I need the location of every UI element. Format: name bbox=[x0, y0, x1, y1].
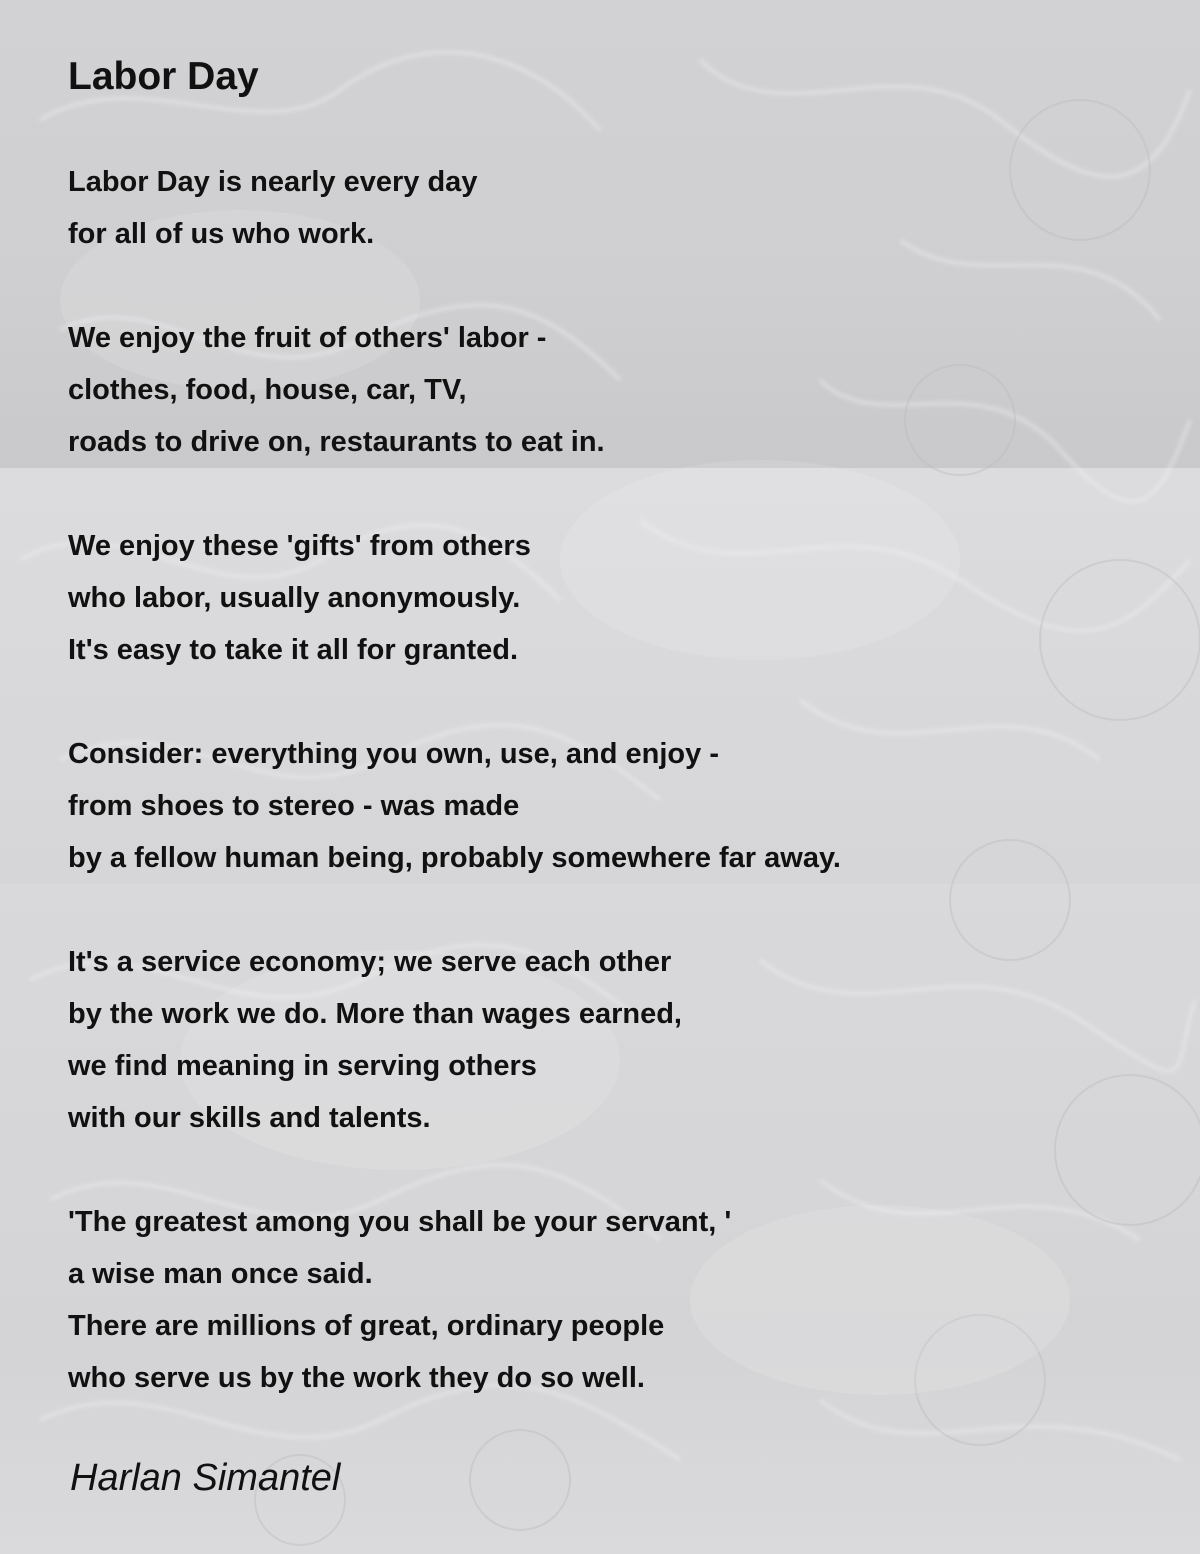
poem-line: from shoes to stereo - was made bbox=[68, 790, 520, 822]
poem-title: Labor Day bbox=[68, 55, 259, 98]
poem-line: we find meaning in serving others bbox=[68, 1050, 537, 1082]
poem-line: We enjoy the fruit of others' labor - bbox=[68, 322, 547, 354]
poem-line: who labor, usually anonymously. bbox=[68, 582, 521, 614]
poem-line: Consider: everything you own, use, and enjoy - bbox=[68, 738, 719, 770]
poem-line: with our skills and talents. bbox=[68, 1102, 431, 1134]
stanza bbox=[68, 728, 1168, 884]
poem-line: There are millions of great, ordinary people bbox=[68, 1310, 665, 1342]
poem-line: It's easy to take it all for granted. bbox=[68, 634, 519, 666]
poem-line: Labor Day is nearly every day bbox=[68, 166, 478, 198]
poem-author: Harlan Simantel bbox=[70, 1457, 341, 1499]
poem-line: for all of us who work. bbox=[68, 218, 375, 250]
poem-line: 'The greatest among you shall be your servant, ' bbox=[68, 1206, 732, 1238]
poem-line: by a fellow human being, probably somewhere far away. bbox=[68, 842, 841, 874]
poem-body bbox=[68, 156, 1168, 1456]
poem-line: by the work we do. More than wages earned, bbox=[68, 998, 682, 1030]
poem-line: We enjoy these 'gifts' from others bbox=[68, 530, 531, 562]
stanza bbox=[68, 312, 1168, 468]
poem-line: It's a service economy; we serve each other bbox=[68, 946, 672, 978]
stanza bbox=[68, 520, 1168, 676]
stanza bbox=[68, 156, 1168, 260]
poem-line: who serve us by the work they do so well. bbox=[68, 1362, 645, 1394]
poem-line: clothes, food, house, car, TV, bbox=[68, 374, 467, 406]
stanza bbox=[68, 936, 1168, 1144]
poem-line: a wise man once said. bbox=[68, 1258, 373, 1290]
poem-line: roads to drive on, restaurants to eat in. bbox=[68, 426, 605, 458]
stanza bbox=[68, 1196, 1168, 1404]
